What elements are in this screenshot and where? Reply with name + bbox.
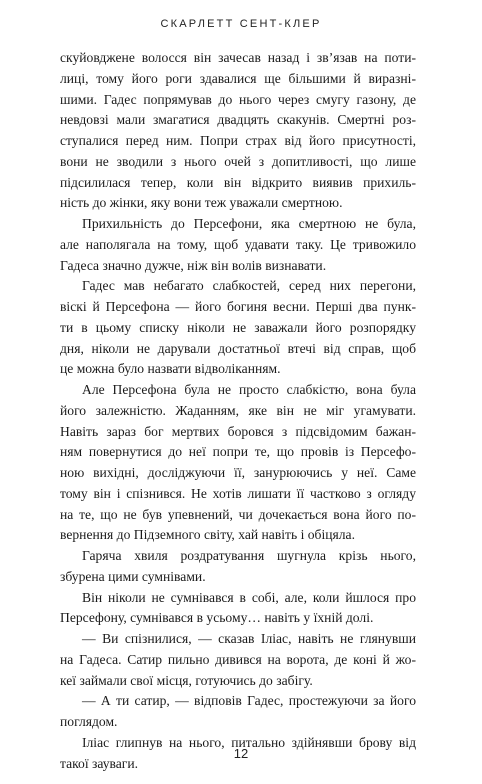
text-line: вони не зводили з нього очей з допитливості, що лише [60, 153, 416, 169]
text-line: вернення до Підземного світу, хай навіть і обіцяла. [60, 527, 355, 543]
text-line: лиці, тому його роги здавалися ще більшими й виразні- [60, 70, 416, 86]
text-line: його залежністю. Жаданням, яке він не міг угамувати. [60, 402, 416, 418]
text-line: Він ніколи не сумнівався в собі, але, коли йшлося про [82, 589, 416, 605]
text-line: Навіть зараз бог мертвих боровся з підсвідомим бажан- [60, 423, 416, 439]
text-line: поглядом. [60, 714, 118, 729]
running-head: СКАРЛЕТТ СЕНТ-КЛЕР [160, 18, 322, 30]
text-line: ступалися перед ним. Попри страх від його присутності, [60, 133, 416, 148]
text-line: підсилилася тепер, коли він відкрито виявив прихиль- [60, 174, 416, 190]
body-text [60, 48, 416, 774]
text-line: ність до жінки, яку вони теж уважали смертною. [60, 195, 343, 211]
text-line: віскі й Персефона — його богиня весни. Перші два пунк- [60, 299, 416, 314]
text-line: Прихильність до Персефони, яка смертною не була, [82, 216, 416, 231]
text-line: ти в цьому списку ніколи не заважали його розпорядку [60, 319, 416, 335]
text-line: — А ти сатир, — відповів Гадес, простежуючи за його [82, 693, 416, 709]
text-line: на те, що не був упевнений, чи дочекається вона його по- [60, 506, 416, 522]
text-line: на Гадеса. Сатир пильно дивився на ворота, де коні й жо- [60, 651, 416, 667]
text-line: ням повернутися до неї попри те, що провів із Персефо- [60, 444, 416, 460]
text-line: кеї займали свої місця, готуючись до забігу. [60, 672, 313, 688]
text-line: збурена цими сумнівами. [60, 568, 206, 584]
text-line: шими. Гадес попрямував до нього через смугу газону, де [60, 91, 416, 107]
text-line: але наполягала на тому, щоб удавати таку. Це тривожило [60, 236, 416, 252]
text-line: Іліас глипнув на нього, питально здійнявши брову від [82, 734, 416, 750]
text-line: ною вихідні, досліджуючи її, занурюючись у неї. Саме [60, 465, 416, 480]
text-line: невдовзі мали змагатися двадцять скакунів. Смертні роз- [60, 112, 416, 128]
text-line: скуйовджене волосся він зачесав назад і зв’язав на поти- [60, 50, 416, 65]
page-number: 12 [233, 746, 249, 761]
text-line: тому він і спізнився. Не хотів лишати її частково з огляду [60, 485, 416, 501]
text-line: такої зауваги. [60, 755, 139, 771]
text-line: — Ви спізнилися, — сказав Іліас, навіть не глянувши [82, 631, 416, 646]
text-line: дня, ніколи не дарували достатньої втечі від справ, щоб [60, 340, 416, 356]
text-line: Персефону, сумнівався в усьому… навіть у їхній долі. [60, 610, 374, 626]
text-line: Гадес мав небагато слабкостей, серед них перегони, [82, 278, 416, 294]
text-line: Гаряча хвиля роздратування шугнула крізь нього, [82, 548, 416, 563]
text-line: Гадеса значно дужче, ніж він волів визнавати. [60, 257, 327, 273]
text-line: Але Персефона була не просто слабкістю, вона була [82, 382, 416, 397]
text-line: це можна було назвати відволіканням. [60, 361, 281, 377]
